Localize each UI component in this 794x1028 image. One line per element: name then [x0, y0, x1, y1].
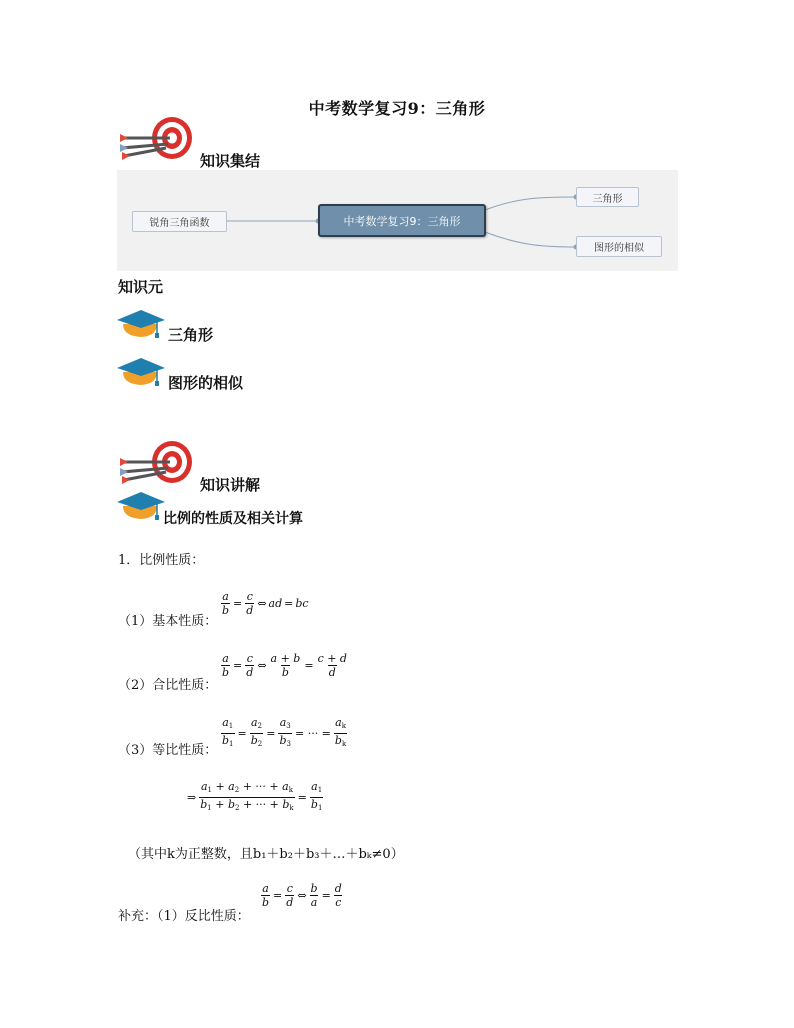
knowledge-unit-triangle: 三角形 [168, 326, 214, 344]
mindmap-center-node: 中考数学复习9：三角形 [318, 204, 486, 237]
mind-map [117, 170, 678, 271]
mindmap-node-similarity: 图形的相似 [576, 236, 662, 257]
basic-property-label: （1）基本性质： [118, 614, 218, 629]
graduation-cap-icon [117, 492, 165, 526]
equal-ratio-result-formula: ⇒ $\frac{a_1 + a_2 + \cdot\cdot\cdot + a_k}{b_1 + b_2 + \cdot\cdot\cdot + b_k}$ = $\frac{a_1}{b_1}$ [185, 780, 324, 815]
target-icon [118, 438, 196, 492]
basic-property-formula: $\frac{a}{b}$ = $\frac{c}{d}$ ⇔ ad = bc [222, 590, 309, 617]
target-icon [118, 116, 196, 170]
sum-property-label: （2）合比性质： [118, 678, 218, 693]
supplement-label: 补充：（1）反比性质： [118, 909, 250, 924]
mindmap-node-triangle: 三角形 [576, 187, 639, 207]
subsection-heading: 比例的性质及相关计算 [163, 511, 303, 527]
section-heading-explanation: 知识讲解 [200, 476, 261, 494]
mindmap-node-trig: 锐角三角函数 [132, 211, 227, 232]
condition-note: （其中k为正整数，且b₁＋b₂＋b₃＋…＋bₖ≠0） [128, 847, 404, 862]
page-title: 中考数学复习9：三角形 [308, 99, 486, 118]
sum-property-formula: $\frac{a}{b}$ = $\frac{c}{d}$ ⇔ $\frac{a + b}{b}$ = $\frac{c + d}{d}$ [222, 652, 347, 679]
inverse-property-formula: $\frac{a}{b}$ = $\frac{c}{d}$ ⇔ $\frac{b}{a}$ = $\frac{d}{c}$ [262, 882, 342, 909]
equal-ratio-label: （3）等比性质： [118, 743, 218, 758]
graduation-cap-icon [117, 358, 165, 392]
graduation-cap-icon [117, 310, 165, 344]
section-heading-summary: 知识集结 [200, 152, 261, 170]
knowledge-units-heading: 知识元 [118, 278, 164, 296]
item-heading: 1．比例性质： [118, 553, 205, 568]
equal-ratio-formula: $\frac{a_1}{b_1}$ = $\frac{a_2}{b_2}$ = $\frac{a_3}{b_3}$ = ··· = $\frac{a_k}{b_k}$ [220, 716, 348, 751]
knowledge-unit-similarity: 图形的相似 [168, 374, 244, 392]
